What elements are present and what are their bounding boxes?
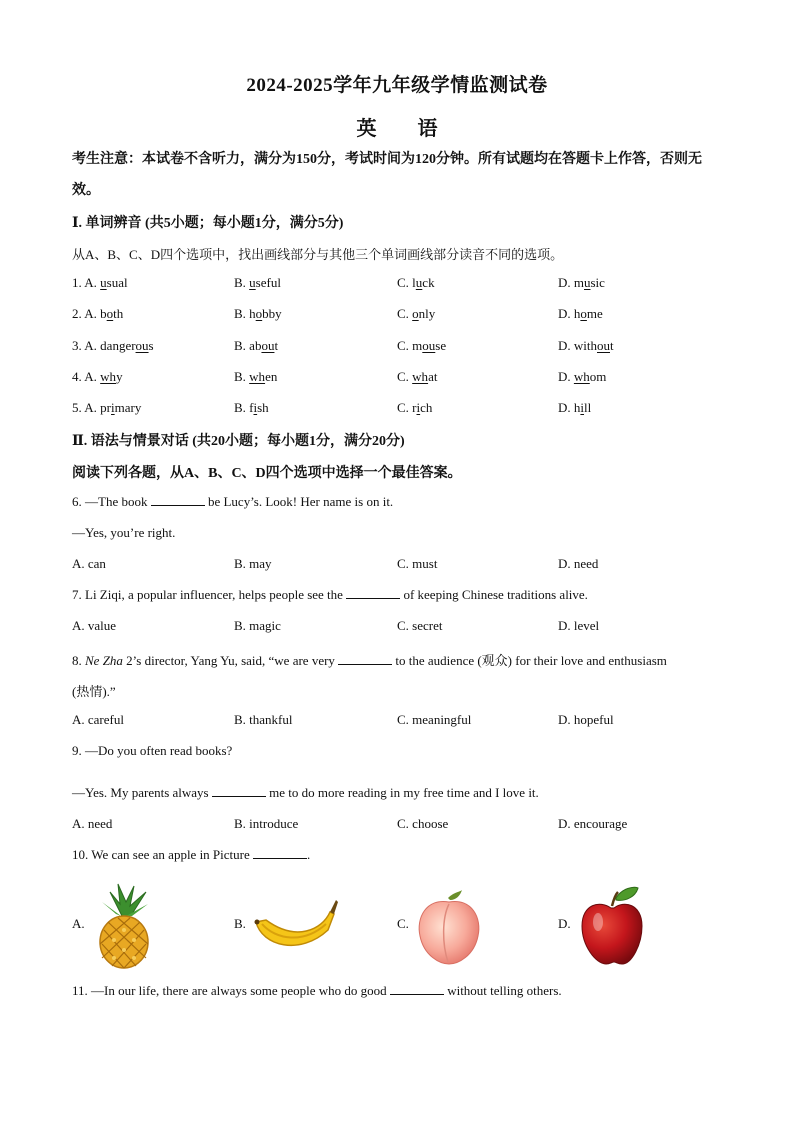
word-part: C. r <box>397 400 417 415</box>
word-part: C. <box>397 306 413 321</box>
q6-stem-part: 6. —The book <box>72 494 151 509</box>
q9-reply-part: —Yes. My parents always <box>72 785 212 800</box>
option-d <box>558 306 603 322</box>
word-part: y <box>116 369 123 384</box>
word-part: ch <box>420 400 433 415</box>
word-part: D. h <box>558 306 581 321</box>
question-7-stem <box>72 587 588 603</box>
option-b <box>234 306 282 322</box>
word-part: ck <box>422 275 435 290</box>
word-part: sh <box>257 400 269 415</box>
option-a: A. can <box>72 556 106 571</box>
q7-stem-part: of keeping Chinese traditions alive. <box>400 587 588 602</box>
underlined-part: u <box>100 275 107 290</box>
question-9-reply <box>72 785 539 801</box>
word-part: sual <box>106 275 128 290</box>
underlined-part: wh <box>100 369 117 384</box>
option-c: C. secret <box>397 618 443 633</box>
q9-reply-part: me to do more reading in my free time and I love it. <box>265 785 539 800</box>
option-d: D. need <box>558 556 599 571</box>
option-d <box>558 275 605 291</box>
picture-label-d: D. <box>558 916 571 931</box>
question-11-stem <box>72 983 562 999</box>
q11-stem-part: 11. —In our life, there are always some people who do good <box>72 983 390 998</box>
section2-heading: Ⅱ. 语法与情景对话 (共20小题；每小题1分，满分20分) <box>72 434 405 449</box>
question-number: 4. A. <box>72 369 97 384</box>
question-8-stem <box>72 650 667 669</box>
question-7-options <box>72 618 722 638</box>
word-part: om <box>589 369 607 384</box>
option-b <box>234 369 277 385</box>
option-d <box>558 338 614 354</box>
underlined-part: o <box>255 306 263 321</box>
word-part: B. f <box>234 400 254 415</box>
option-a <box>72 306 123 322</box>
question-9-options <box>72 816 722 836</box>
option-a: A. careful <box>72 712 124 727</box>
word-part: bby <box>262 306 282 321</box>
option-c <box>397 306 435 322</box>
underlined-part: i <box>580 400 585 415</box>
option-c: C. meaningful <box>397 712 472 727</box>
underlined-part: ou <box>261 338 275 353</box>
question-6-options <box>72 556 722 576</box>
underlined-part: u <box>584 275 591 290</box>
word-part: nly <box>418 306 436 321</box>
option-a <box>72 369 123 385</box>
underlined-part: ou <box>422 338 436 353</box>
option-c <box>397 369 437 385</box>
word-part: danger <box>100 338 136 353</box>
question-6-reply: —Yes, you’re right. <box>72 525 176 540</box>
picture-label-b: B. <box>234 916 246 931</box>
option-b <box>234 275 281 291</box>
underlined-part: ou <box>135 338 149 353</box>
option-b: B. thankful <box>234 712 293 727</box>
option-b: B. introduce <box>234 816 299 831</box>
underlined-part: u <box>415 275 423 290</box>
word-part: th <box>113 306 124 321</box>
question-number: 2. A. <box>72 306 97 321</box>
underlined-part: o <box>580 306 587 321</box>
option-d: D. hopeful <box>558 712 614 727</box>
subject-title: 英 语 <box>356 118 456 140</box>
question-10-pictures <box>72 880 722 970</box>
page-title: 2024-2025学年九年级学情监测试卷 <box>246 75 548 96</box>
word-part: sic <box>590 275 605 290</box>
phonics-question-3 <box>72 338 722 358</box>
underlined-part: ou <box>597 338 610 353</box>
answer-blank <box>151 494 205 506</box>
answer-blank <box>253 847 307 859</box>
question-8-options <box>72 712 722 732</box>
phonics-question-2 <box>72 306 722 326</box>
option-d: D. encourage <box>558 816 628 831</box>
option-a: A. value <box>72 618 117 633</box>
phonics-question-5 <box>72 400 722 420</box>
option-d <box>558 369 606 385</box>
banana-icon <box>252 894 338 956</box>
option-b: B. may <box>234 556 272 571</box>
q8-stem-part: 2’s director, Yang Yu, said, “we are very <box>122 653 339 668</box>
pineapple-icon <box>88 882 158 970</box>
q10-stem-part: 10. We can see an apple in Picture <box>72 847 254 862</box>
q11-stem-part: without telling others. <box>443 983 562 998</box>
underlined-part: o <box>412 306 419 321</box>
option-c <box>397 275 435 291</box>
word-part: s <box>148 338 154 353</box>
word-part: B. ab <box>234 338 262 353</box>
option-c <box>397 338 446 354</box>
question-9-stem: 9. —Do you often read books? <box>72 743 233 758</box>
underlined-part: wh <box>412 369 429 384</box>
word-part: C. m <box>397 338 423 353</box>
word-part: B. <box>234 275 250 290</box>
phonics-question-4 <box>72 369 722 389</box>
q7-stem-part: 7. Li Ziqi, a popular influencer, helps people see the <box>72 587 347 602</box>
word-part: D. <box>558 369 574 384</box>
option-c: C. must <box>397 556 438 571</box>
option-b <box>234 400 269 416</box>
word-part: B. <box>234 369 250 384</box>
q6-stem-part: be Lucy’s. Look! Her name is on it. <box>204 494 394 509</box>
word-part: b <box>100 306 107 321</box>
apple-icon <box>578 886 644 966</box>
word-part: pr <box>100 400 112 415</box>
q8-number: 8. <box>72 653 85 668</box>
question-number: 3. A. <box>72 338 97 353</box>
answer-blank <box>338 653 392 665</box>
answer-blank <box>212 785 266 797</box>
underlined-part: u <box>249 275 256 290</box>
picture-label-a: A. <box>72 916 85 931</box>
option-b: B. magic <box>234 618 281 633</box>
word-part: C. l <box>397 275 416 290</box>
question-8-stem-continued: (热情).” <box>72 684 116 699</box>
underlined-part: i <box>416 400 421 415</box>
phonics-question-1 <box>72 275 722 295</box>
word-part: D. m <box>558 275 584 290</box>
section2-instruction: 阅读下列各题，从A、B、C、D四个选项中选择一个最佳答案。 <box>72 466 462 481</box>
word-part: se <box>435 338 447 353</box>
option-a: A. need <box>72 816 113 831</box>
peach-icon <box>414 888 484 966</box>
word-part: D. with <box>558 338 597 353</box>
word-part: D. h <box>558 400 581 415</box>
question-number: 5. A. <box>72 400 97 415</box>
question-6-stem <box>72 494 393 510</box>
option-a <box>72 338 154 354</box>
word-part: en <box>265 369 278 384</box>
option-b <box>234 338 278 354</box>
word-part: mary <box>114 400 142 415</box>
option-d <box>558 400 591 416</box>
option-d: D. level <box>558 618 600 633</box>
section1-heading: Ⅰ. 单词辨音 (共5小题；每小题1分，满分5分) <box>72 216 344 231</box>
answer-blank <box>390 983 444 995</box>
underlined-part: i <box>253 400 258 415</box>
question-number: 1. A. <box>72 275 97 290</box>
underlined-part: o <box>106 306 114 321</box>
word-part: at <box>428 369 438 384</box>
answer-blank <box>346 587 400 599</box>
word-part: B. h <box>234 306 256 321</box>
underlined-part: i <box>111 400 115 415</box>
word-part: me <box>586 306 603 321</box>
option-c <box>397 400 432 416</box>
option-c: C. choose <box>397 816 449 831</box>
section1-instruction: 从A、B、C、D四个选项中，找出画线部分与其他三个单词画线部分读音不同的选项。 <box>72 247 564 262</box>
option-a <box>72 275 128 291</box>
movie-title: Ne Zha <box>85 653 123 668</box>
underlined-part: wh <box>573 369 590 384</box>
question-10-stem <box>72 847 310 863</box>
option-a <box>72 400 141 416</box>
picture-label-c: C. <box>397 916 409 931</box>
word-part: C. <box>397 369 413 384</box>
word-part: t <box>274 338 279 353</box>
q8-stem-part: to the audience (观众) for their love and enthusiasm <box>392 653 667 668</box>
word-part: seful <box>255 275 281 290</box>
q10-stem-part: . <box>307 847 311 862</box>
word-part: t <box>610 338 614 353</box>
word-part: ll <box>584 400 592 415</box>
underlined-part: wh <box>249 369 266 384</box>
exam-notice: 考生注意：本试卷不含听力，满分为150分，考试时间为120分钟。所有试题均在答题卡上作答，否则无效。 <box>72 152 702 198</box>
